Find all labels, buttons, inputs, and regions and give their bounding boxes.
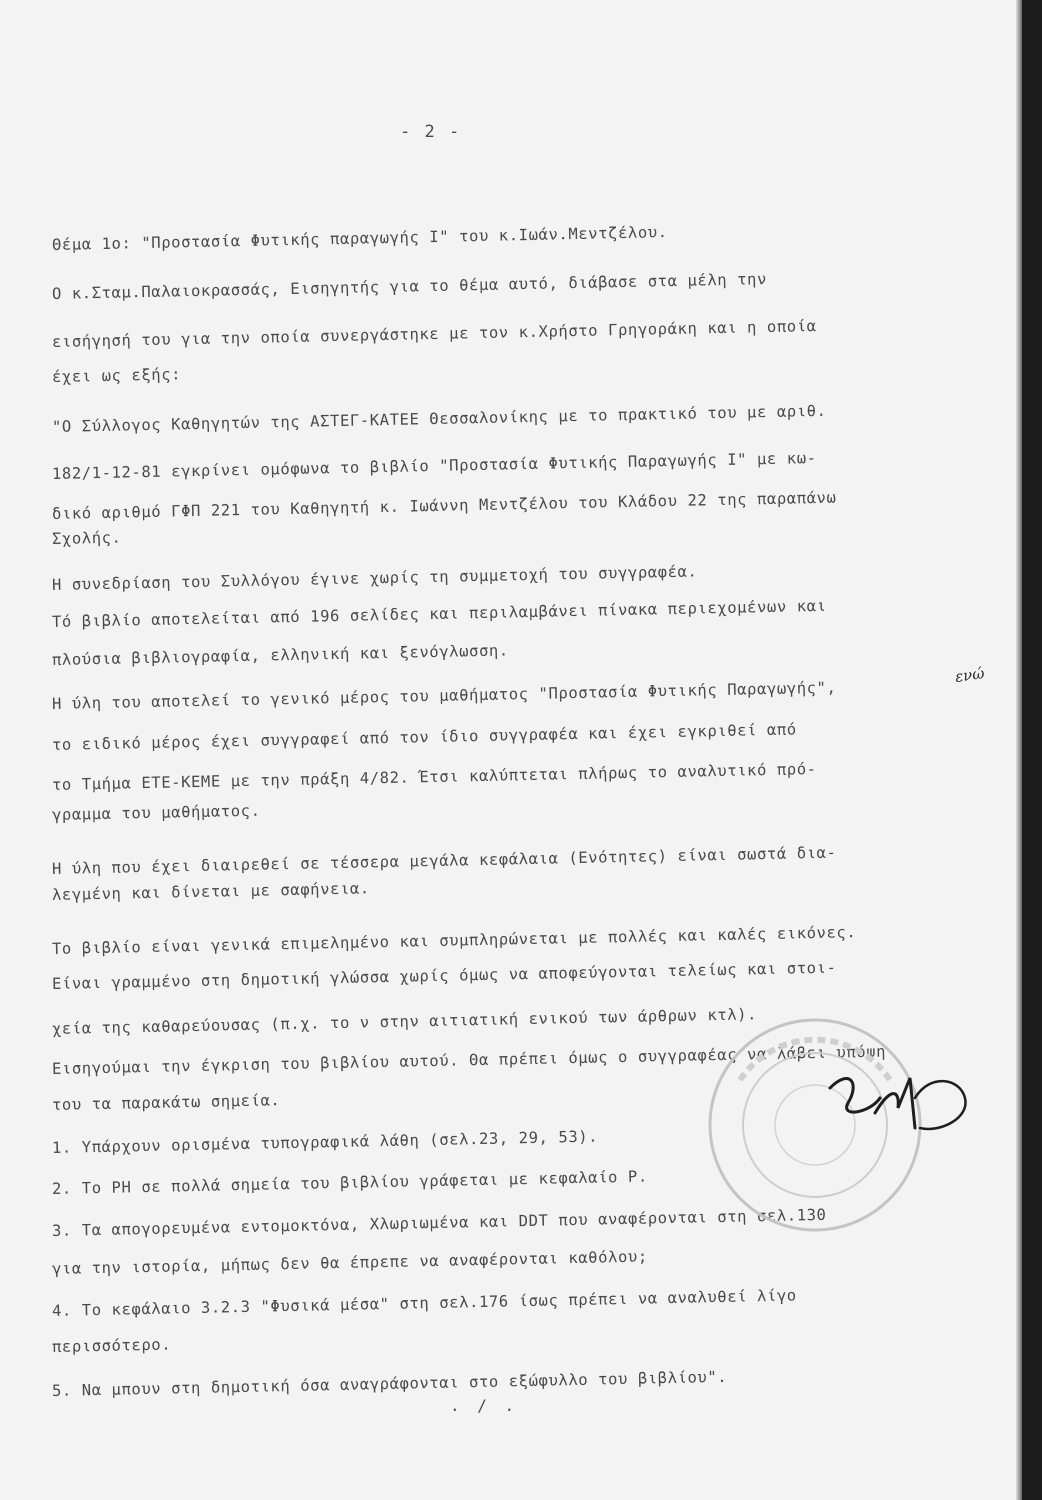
text-line: γραμμα του μαθήματος.	[51, 801, 261, 824]
text-line: εισήγησή του για την οποία συνεργάστηκε με τον κ.Χρήστο Γρηγοράκη και η οποία	[51, 316, 817, 351]
text-line: Σχολής.	[51, 528, 122, 548]
list-item: 2. Το PH σε πολλά σημεία του βιβλίου γράφεται με κεφαλαίο Ρ.	[51, 1167, 648, 1198]
text-line: λεγμένη και δίνεται με σαφήνεια.	[51, 879, 370, 904]
continuation-mark: . / .	[450, 1396, 519, 1415]
list-item: 4. Το κεφάλαιο 3.2.3 "Φυσικά μέσα" στη σελ.176 ίσως πρέπει να αναλυθεί λίγο	[51, 1286, 797, 1320]
list-item: 1. Υπάρχουν ορισμένα τυπογραφικά λάθη (σελ.23, 29, 53).	[51, 1127, 599, 1157]
text-line: Η ύλη που έχει διαιρεθεί σε τέσσερα μεγάλα κεφάλαια (Ενότητες) είναι σωστά δια-	[51, 843, 837, 878]
text-line: "Ο Σύλλογος Καθηγητών της ΑΣΤΕΓ-ΚΑΤΕΕ Θεσσαλονίκης με το πρακτικό του με αριθ.	[51, 401, 827, 436]
page-edge-shadow	[1016, 0, 1022, 1500]
text-line: 182/1-12-81 εγκρίνει ομόφωνα το βιβλίο "Προστασία Φυτικής Παραγωγής Ι" με κω-	[51, 448, 817, 483]
handwritten-note: ενώ	[953, 664, 986, 686]
text-line: Είναι γραμμένο στη δημοτική γλώσσα χωρίς όμως να αποφεύγονται τελείως και στοι-	[51, 958, 837, 993]
text-line: Η ύλη του αποτελεί το γενικό μέρος του μαθήματος "Προστασία Φυτικής Παραγωγής",	[51, 678, 837, 713]
text-line: Το βιβλίο είναι γενικά επιμελημένο και συμπληρώνεται με πολλές και καλές εικόνες.	[51, 923, 857, 958]
text-line-subject: Θέμα 1ο: "Προστασία Φυτικής παραγωγής Ι" του κ.Ιωάν.Μεντζέλου.	[51, 223, 668, 254]
list-item: 5. Να μπουν στη δημοτική όσα αναγράφονται στο εξώφυλλο του βιβλίου".	[51, 1367, 728, 1400]
text-line: το ειδικό μέρος έχει συγγραφεί από τον ίδιο συγγραφέα και έχει εγκριθεί από	[51, 720, 797, 754]
list-item-continuation: περισσότερο.	[51, 1335, 172, 1356]
list-item: 3. Τα απογορευμένα εντομοκτόνα, Χλωριωμένα και DDT που αναφέρονται στη σελ.130	[51, 1205, 827, 1240]
text-line: δικό αριθμό ΓΦΠ 221 του Καθηγητή κ. Ιωάννη Μεντζέλου του Κλάδου 22 της παραπάνω	[51, 488, 837, 523]
text-line: Η συνεδρίαση του Συλλόγου έγινε χωρίς τη συμμετοχή του συγγραφέα.	[51, 562, 698, 594]
text-line: Ο κ.Σταμ.Παλαιοκρασσάς, Εισηγητής για το θέμα αυτό, διάβασε στα μέλη την	[51, 270, 768, 303]
text-line: του τα παρακάτω σημεία.	[51, 1091, 281, 1114]
page-number: - 2 -	[400, 122, 462, 142]
text-line: έχει ως εξής:	[51, 365, 182, 386]
text-line: το Τμήμα ΕΤΕ-ΚΕΜΕ με την πράξη 4/82. Έτσι καλύπτεται πλήρως το αναλυτικό πρό-	[51, 759, 817, 794]
text-line: Εισηγούμαι την έγκριση του βιβλίου αυτού. Θα πρέπει όμως ο συγγραφέας να λάβει υπόψη	[51, 1042, 887, 1078]
signature-icon	[820, 1058, 980, 1148]
text-line: Τό βιβλίο αποτελείται από 196 σελίδες και περιλαμβάνει πίνακα περιεχομένων και	[51, 596, 827, 631]
text-line: πλούσια βιβλιογραφία, ελληνική και ξενόγλωσση.	[51, 641, 509, 669]
text-line: χεία της καθαρεύουσας (π.χ. το ν στην αιτιατική ενικού των άρθρων κτλ).	[51, 1005, 758, 1038]
list-item-continuation: για την ιστορία, μήπως δεν θα έπρεπε να αναφέρονται καθόλου;	[51, 1247, 648, 1278]
